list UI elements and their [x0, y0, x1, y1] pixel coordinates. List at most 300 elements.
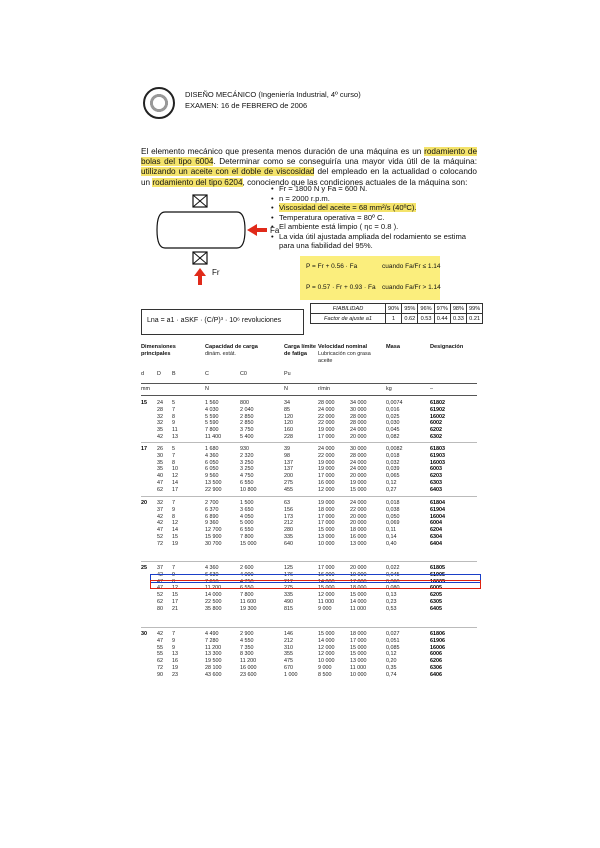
- designation-cell: 6403: [430, 486, 442, 493]
- unit-N: N: [284, 386, 288, 392]
- table-cell: 0,082: [386, 433, 400, 440]
- table-cell: 98: [284, 452, 290, 459]
- table-cell: 24 000: [350, 500, 367, 506]
- table-cell: 32: [157, 413, 163, 420]
- table-cell: 4 490: [205, 631, 219, 637]
- table-cell: 32: [157, 500, 163, 506]
- unit-dash: –: [430, 386, 433, 392]
- table-cell: 0,027: [386, 631, 400, 637]
- table-cell: 0,045: [386, 427, 400, 433]
- designation-cell: 6406: [430, 671, 442, 678]
- table-cell: 2 040: [240, 406, 254, 413]
- table-cell: 72: [157, 540, 163, 547]
- table-cell: 120: [284, 420, 293, 427]
- table-cell: 23 600: [240, 671, 257, 678]
- bore-diameter: 30: [141, 631, 147, 637]
- axial-force-arrow: [247, 224, 267, 236]
- table-cell: 12: [172, 520, 178, 527]
- table-cell: 28 000: [350, 420, 367, 427]
- table-cell: 19 300: [240, 605, 257, 612]
- table-cell: 146: [284, 631, 293, 637]
- table-cell: 475: [284, 658, 293, 664]
- table-cell: 4 750: [240, 578, 254, 585]
- table-cell: 0,35: [386, 664, 397, 671]
- table-cell: 15 000: [350, 651, 367, 658]
- table-cell: 19 000: [318, 500, 335, 506]
- table-cell: 18 000: [350, 527, 367, 533]
- table-cell: 23: [172, 671, 178, 678]
- table-cell: 14 000: [318, 578, 335, 585]
- table-cell: 3 650: [240, 506, 254, 513]
- table-cell: 42: [157, 631, 163, 637]
- table-cell: 0,032: [386, 459, 400, 466]
- table-cell: 160: [284, 427, 293, 433]
- table-cell: 0,038: [386, 506, 400, 513]
- table-cell: 2 900: [240, 631, 254, 637]
- table-cell: 72: [157, 664, 163, 671]
- table-cell: 35: [157, 427, 163, 433]
- table-cell: 19: [172, 664, 178, 671]
- table-cell: 0,050: [386, 513, 400, 520]
- reliability-table: FIABILIDAD 90% 95% 96% 97% 98% 99% Factor de ajuste a1 1 0.62 0.53 0.44 0.33 0.21: [310, 303, 483, 324]
- table-cell: 10 000: [350, 671, 367, 678]
- table-cell: 19 000: [318, 427, 335, 433]
- table-cell: 0,13: [386, 592, 397, 598]
- designation-cell: 6004: [430, 520, 442, 527]
- table-cell: 30 000: [350, 406, 367, 413]
- table-cell: 640: [284, 540, 293, 547]
- sym-C0: C0: [240, 371, 247, 377]
- table-cell: 0,12: [386, 651, 397, 658]
- table-cell: 355: [284, 651, 293, 658]
- col-capacity-sub: dinám. estát.: [205, 351, 236, 357]
- table-cell: 11: [172, 427, 178, 433]
- formula-2: P = 0.57 · Fr + 0.93 · Fa: [306, 284, 376, 291]
- designation-cell: 61906: [430, 637, 445, 644]
- table-cell: 47: [157, 585, 163, 592]
- table-cell: 6 890: [205, 513, 219, 520]
- table-cell: 20 000: [350, 565, 367, 571]
- designation-cell: 16005: [430, 578, 445, 585]
- table-cell: 13 000: [350, 540, 367, 547]
- table-cell: 0,060: [386, 578, 400, 585]
- table-cell: 228: [284, 433, 293, 440]
- designation-cell: 6405: [430, 605, 442, 612]
- table-cell: 47: [157, 527, 163, 533]
- table-cell: 6 050: [205, 459, 219, 466]
- table-cell: 18 000: [350, 631, 367, 637]
- table-cell: 14 000: [350, 598, 367, 605]
- designation-cell: 6005: [430, 585, 442, 592]
- table-cell: 9 360: [205, 520, 219, 527]
- table-cell: 16 000: [240, 664, 257, 671]
- formula-1: P = Fr + 0.56 · Fa: [306, 263, 358, 270]
- sym-C: C: [205, 371, 209, 377]
- table-cell: 0,039: [386, 466, 400, 473]
- table-cell: 2 850: [240, 420, 254, 427]
- table-cell: 137: [284, 459, 293, 466]
- table-cell: 42: [157, 513, 163, 520]
- formula-1-condition: cuando Fa/Fr ≤ 1.14: [382, 263, 441, 270]
- header-rule-top: [141, 383, 477, 384]
- designation-cell: 61804: [430, 500, 445, 506]
- table-cell: 1 680: [205, 446, 219, 452]
- table-cell: 5: [172, 446, 175, 452]
- conditions-list: [279, 184, 479, 251]
- table-cell: 13 500: [205, 479, 222, 486]
- table-cell: 8 500: [318, 671, 332, 678]
- designation-cell: 6205: [430, 592, 442, 598]
- header-rule-bottom: [141, 395, 477, 396]
- table-cell: 1 560: [205, 400, 219, 406]
- table-cell: 16 000: [318, 571, 335, 578]
- table-cell: 20 000: [350, 520, 367, 527]
- table-cell: 1 500: [240, 500, 254, 506]
- table-cell: 13 000: [318, 533, 335, 540]
- table-cell: 0,080: [386, 585, 400, 592]
- fr-label: Fr: [212, 268, 220, 277]
- table-cell: 930: [240, 446, 249, 452]
- table-cell: 16 000: [350, 533, 367, 540]
- table-cell: 7: [172, 452, 175, 459]
- table-cell: 18 000: [318, 506, 335, 513]
- table-cell: 5: [172, 400, 175, 406]
- table-cell: 0,53: [386, 605, 397, 612]
- table-cell: 0,016: [386, 406, 400, 413]
- table-cell: 11 000: [350, 664, 367, 671]
- table-cell: 30 000: [350, 446, 367, 452]
- sym-Pu: Pu: [284, 371, 291, 377]
- table-cell: 212: [284, 520, 293, 527]
- table-cell: 3 750: [240, 427, 254, 433]
- table-cell: 0,74: [386, 671, 397, 678]
- col-dimensions: Dimensiones principales: [141, 344, 176, 357]
- formula-2-condition: cuando Fa/Fr > 1.14: [382, 284, 441, 291]
- table-cell: 7 280: [205, 637, 219, 644]
- table-cell: 35: [157, 459, 163, 466]
- table-cell: 5 000: [240, 520, 254, 527]
- table-cell: 0,27: [386, 486, 397, 493]
- designation-cell: 61902: [430, 406, 445, 413]
- table-cell: 7: [172, 500, 175, 506]
- table-cell: 11 200: [205, 644, 222, 651]
- condition-item: • Temperatura operativa = 80º C.: [279, 213, 479, 223]
- table-cell: 22 900: [205, 486, 222, 493]
- table-cell: 28 000: [318, 400, 335, 406]
- table-cell: 24 000: [350, 459, 367, 466]
- table-cell: 80: [157, 605, 163, 612]
- designation-cell: 61803: [430, 446, 445, 452]
- life-formula: Lna = a1 · aSKF · (C/P)³ · 10⁶ revoluciones: [147, 317, 282, 324]
- table-cell: 11 600: [240, 598, 257, 605]
- designation-cell: 16003: [430, 459, 445, 466]
- table-cell: 310: [284, 644, 293, 651]
- table-cell: 22 000: [318, 413, 335, 420]
- designation-cell: 61904: [430, 506, 445, 513]
- table-cell: 8: [172, 578, 175, 585]
- table-cell: 0,065: [386, 473, 400, 479]
- table-cell: 10 000: [318, 540, 335, 547]
- table-cell: 455: [284, 486, 293, 493]
- table-cell: 0,40: [386, 540, 397, 547]
- table-cell: 5 590: [205, 420, 219, 427]
- table-cell: 12 000: [318, 644, 335, 651]
- table-cell: 6 550: [240, 479, 254, 486]
- table-cell: 20 000: [350, 433, 367, 440]
- table-cell: 17 000: [318, 565, 335, 571]
- table-cell: 52: [157, 592, 163, 598]
- group-divider: [141, 627, 477, 628]
- table-cell: 47: [157, 578, 163, 585]
- table-cell: 12 000: [318, 592, 335, 598]
- table-cell: 0,11: [386, 527, 397, 533]
- table-cell: 47: [157, 637, 163, 644]
- top-bearing-icon: [193, 195, 207, 207]
- bore-diameter: 15: [141, 400, 147, 406]
- col-fatigue-load: Carga límite de fatiga: [284, 344, 317, 357]
- table-cell: 55: [157, 651, 163, 658]
- designation-cell: 6303: [430, 479, 442, 486]
- col-designation: Designación: [430, 344, 464, 350]
- table-cell: 37: [157, 565, 163, 571]
- table-cell: 12 700: [205, 527, 222, 533]
- shaft-diagram: [145, 190, 275, 285]
- designation-cell: 6404: [430, 540, 442, 547]
- table-cell: 15 000: [350, 592, 367, 598]
- table-cell: 17 000: [318, 433, 335, 440]
- table-cell: 173: [284, 513, 293, 520]
- condition-item: • Viscosidad del aceite = 68 mm²/s (40ºC).: [279, 203, 479, 213]
- table-cell: 0,022: [386, 565, 400, 571]
- table-cell: 28 000: [350, 452, 367, 459]
- university-logo: [143, 87, 175, 119]
- table-cell: 15 900: [205, 533, 222, 540]
- designation-cell: 61903: [430, 452, 445, 459]
- table-cell: 9 000: [318, 664, 332, 671]
- table-cell: 19 000: [350, 479, 367, 486]
- reliability-label: FIABILIDAD: [311, 304, 386, 314]
- table-cell: 12: [172, 473, 178, 479]
- table-cell: 28 100: [205, 664, 222, 671]
- table-cell: 335: [284, 592, 293, 598]
- table-cell: 17: [172, 486, 178, 493]
- table-cell: 7: [172, 565, 175, 571]
- table-cell: 0,085: [386, 644, 400, 651]
- designation-cell: 6204: [430, 527, 442, 533]
- table-cell: 24: [157, 400, 163, 406]
- designation-cell: 61806: [430, 631, 445, 637]
- table-cell: 13 000: [350, 658, 367, 664]
- table-cell: 0,20: [386, 658, 397, 664]
- table-cell: 212: [284, 578, 293, 585]
- table-cell: 7 800: [240, 592, 254, 598]
- table-cell: 670: [284, 664, 293, 671]
- table-cell: 19 000: [350, 571, 367, 578]
- unit-rmin: r/min: [318, 386, 330, 392]
- table-cell: 18 000: [350, 585, 367, 592]
- table-cell: 8: [172, 459, 175, 466]
- table-cell: 9: [172, 637, 175, 644]
- table-cell: 7: [172, 631, 175, 637]
- designation-cell: 6306: [430, 664, 442, 671]
- table-cell: 13: [172, 433, 178, 440]
- table-cell: 19 500: [205, 658, 222, 664]
- unit-kg: kg: [386, 386, 392, 392]
- table-cell: 6 050: [205, 466, 219, 473]
- table-cell: 12 000: [318, 486, 335, 493]
- table-cell: 8 300: [240, 651, 254, 658]
- table-cell: 280: [284, 527, 293, 533]
- table-cell: 4 360: [205, 565, 219, 571]
- fa-label: Fa: [270, 226, 280, 235]
- table-cell: 9: [172, 571, 175, 578]
- table-cell: 11 000: [318, 598, 335, 605]
- designation-cell: 6305: [430, 598, 442, 605]
- table-cell: 0,018: [386, 500, 400, 506]
- table-cell: 15 000: [318, 631, 335, 637]
- table-cell: 120: [284, 413, 293, 420]
- table-cell: 24 000: [318, 406, 335, 413]
- table-cell: 11 200: [205, 585, 222, 592]
- designation-cell: 16006: [430, 644, 445, 651]
- sym-B: B: [172, 371, 176, 377]
- table-cell: 42: [157, 571, 163, 578]
- condition-item: • n = 2000 r.p.m.: [279, 194, 479, 204]
- table-cell: 8: [172, 413, 175, 420]
- table-cell: 17 000: [350, 578, 367, 585]
- table-cell: 125: [284, 565, 293, 571]
- table-cell: 6 550: [240, 585, 254, 592]
- table-cell: 0,14: [386, 533, 397, 540]
- table-cell: 14 000: [318, 637, 335, 644]
- radial-force-arrow: [194, 268, 206, 285]
- table-cell: 19 000: [318, 459, 335, 466]
- table-cell: 4 550: [240, 637, 254, 644]
- designation-cell: 61802: [430, 400, 445, 406]
- table-cell: 24 000: [318, 446, 335, 452]
- group-divider: [141, 496, 477, 497]
- highlight-bearing-6004: rodamiento de bolas del tipo 6004: [141, 147, 478, 167]
- table-cell: 7 350: [240, 644, 254, 651]
- table-cell: 12: [172, 585, 178, 592]
- table-cell: 22 000: [318, 452, 335, 459]
- table-cell: 52: [157, 533, 163, 540]
- table-cell: 40: [157, 473, 163, 479]
- table-cell: 9: [172, 506, 175, 513]
- table-cell: 7: [172, 406, 175, 413]
- condition-item: • La vida útil ajustada ampliada del rodamiento se estima para una fiabilidad del 95%.: [279, 232, 479, 251]
- designation-cell: 6203: [430, 473, 442, 479]
- table-cell: 26: [157, 446, 163, 452]
- table-cell: 16: [172, 658, 178, 664]
- table-cell: 5 400: [240, 433, 254, 440]
- table-cell: 42: [157, 520, 163, 527]
- table-cell: 32: [157, 420, 163, 427]
- col-capacity: Capacidad de carga: [205, 344, 258, 350]
- table-cell: 30: [157, 452, 163, 459]
- table-cell: 5 590: [205, 413, 219, 420]
- table-cell: 7 800: [240, 533, 254, 540]
- table-cell: 37: [157, 506, 163, 513]
- table-cell: 17: [172, 598, 178, 605]
- table-cell: 20 000: [350, 473, 367, 479]
- table-cell: 0,12: [386, 479, 397, 486]
- table-cell: 24 000: [350, 427, 367, 433]
- table-cell: 0,018: [386, 452, 400, 459]
- course-title: DISEÑO MECÁNICO (Ingeniería Industrial, 4º curso): [185, 90, 361, 99]
- table-cell: 6 370: [205, 506, 219, 513]
- table-cell: 275: [284, 585, 293, 592]
- table-cell: 11 400: [205, 433, 222, 440]
- table-cell: 14: [172, 479, 178, 486]
- table-cell: 2 850: [240, 413, 254, 420]
- table-cell: 22 000: [318, 420, 335, 427]
- table-cell: 15 000: [318, 527, 335, 533]
- table-cell: 2 700: [205, 500, 219, 506]
- col-speed-sub: Lubricación con grasa aceite: [318, 351, 371, 364]
- table-cell: 10: [172, 466, 178, 473]
- table-cell: 28: [157, 406, 163, 413]
- table-cell: 20 000: [350, 513, 367, 520]
- life-formula-box: [141, 309, 304, 335]
- table-cell: 85: [284, 406, 290, 413]
- designation-cell: 61805: [430, 565, 445, 571]
- table-cell: 0,069: [386, 520, 400, 527]
- table-cell: 2 600: [240, 565, 254, 571]
- table-cell: 9: [172, 644, 175, 651]
- table-cell: 815: [284, 605, 293, 612]
- highlight-oil: utilizando un aceite con el doble de viscosidad: [141, 167, 315, 177]
- table-cell: 11 000: [350, 605, 367, 612]
- table-cell: 137: [284, 466, 293, 473]
- table-cell: 24 000: [350, 466, 367, 473]
- table-cell: 9 560: [205, 473, 219, 479]
- table-cell: 7 610: [205, 578, 219, 585]
- designation-cell: 16002: [430, 413, 445, 420]
- table-cell: 176: [284, 571, 293, 578]
- designation-cell: 6304: [430, 533, 442, 540]
- table-cell: 35 800: [205, 605, 222, 612]
- table-cell: 13 300: [205, 651, 222, 658]
- table-cell: 3 250: [240, 459, 254, 466]
- table-cell: 4 050: [240, 513, 254, 520]
- selection-box-6204: [150, 580, 481, 589]
- sym-d: d: [141, 371, 144, 377]
- table-cell: 47: [157, 479, 163, 486]
- table-cell: 156: [284, 506, 293, 513]
- exam-date: EXAMEN: 16 de FEBRERO de 2006: [185, 101, 308, 110]
- table-cell: 28 000: [350, 413, 367, 420]
- designation-cell: 6202: [430, 427, 442, 433]
- condition-item: • El ambiente está limpio ( ηc = 0.8 ).: [279, 222, 479, 232]
- table-cell: 35: [157, 466, 163, 473]
- table-cell: 62: [157, 658, 163, 664]
- table-cell: 0,23: [386, 598, 397, 605]
- table-cell: 17 000: [318, 520, 335, 527]
- table-cell: 22 500: [205, 598, 222, 605]
- table-cell: 12 000: [318, 651, 335, 658]
- table-cell: 21: [172, 605, 178, 612]
- table-cell: 34 000: [350, 400, 367, 406]
- table-cell: 14 000: [205, 592, 222, 598]
- table-cell: 9: [172, 420, 175, 427]
- table-cell: 14: [172, 527, 178, 533]
- table-cell: 7 800: [205, 427, 219, 433]
- table-cell: 4 000: [240, 571, 254, 578]
- table-cell: 13: [172, 651, 178, 658]
- table-cell: 15 000: [350, 644, 367, 651]
- table-cell: 490: [284, 598, 293, 605]
